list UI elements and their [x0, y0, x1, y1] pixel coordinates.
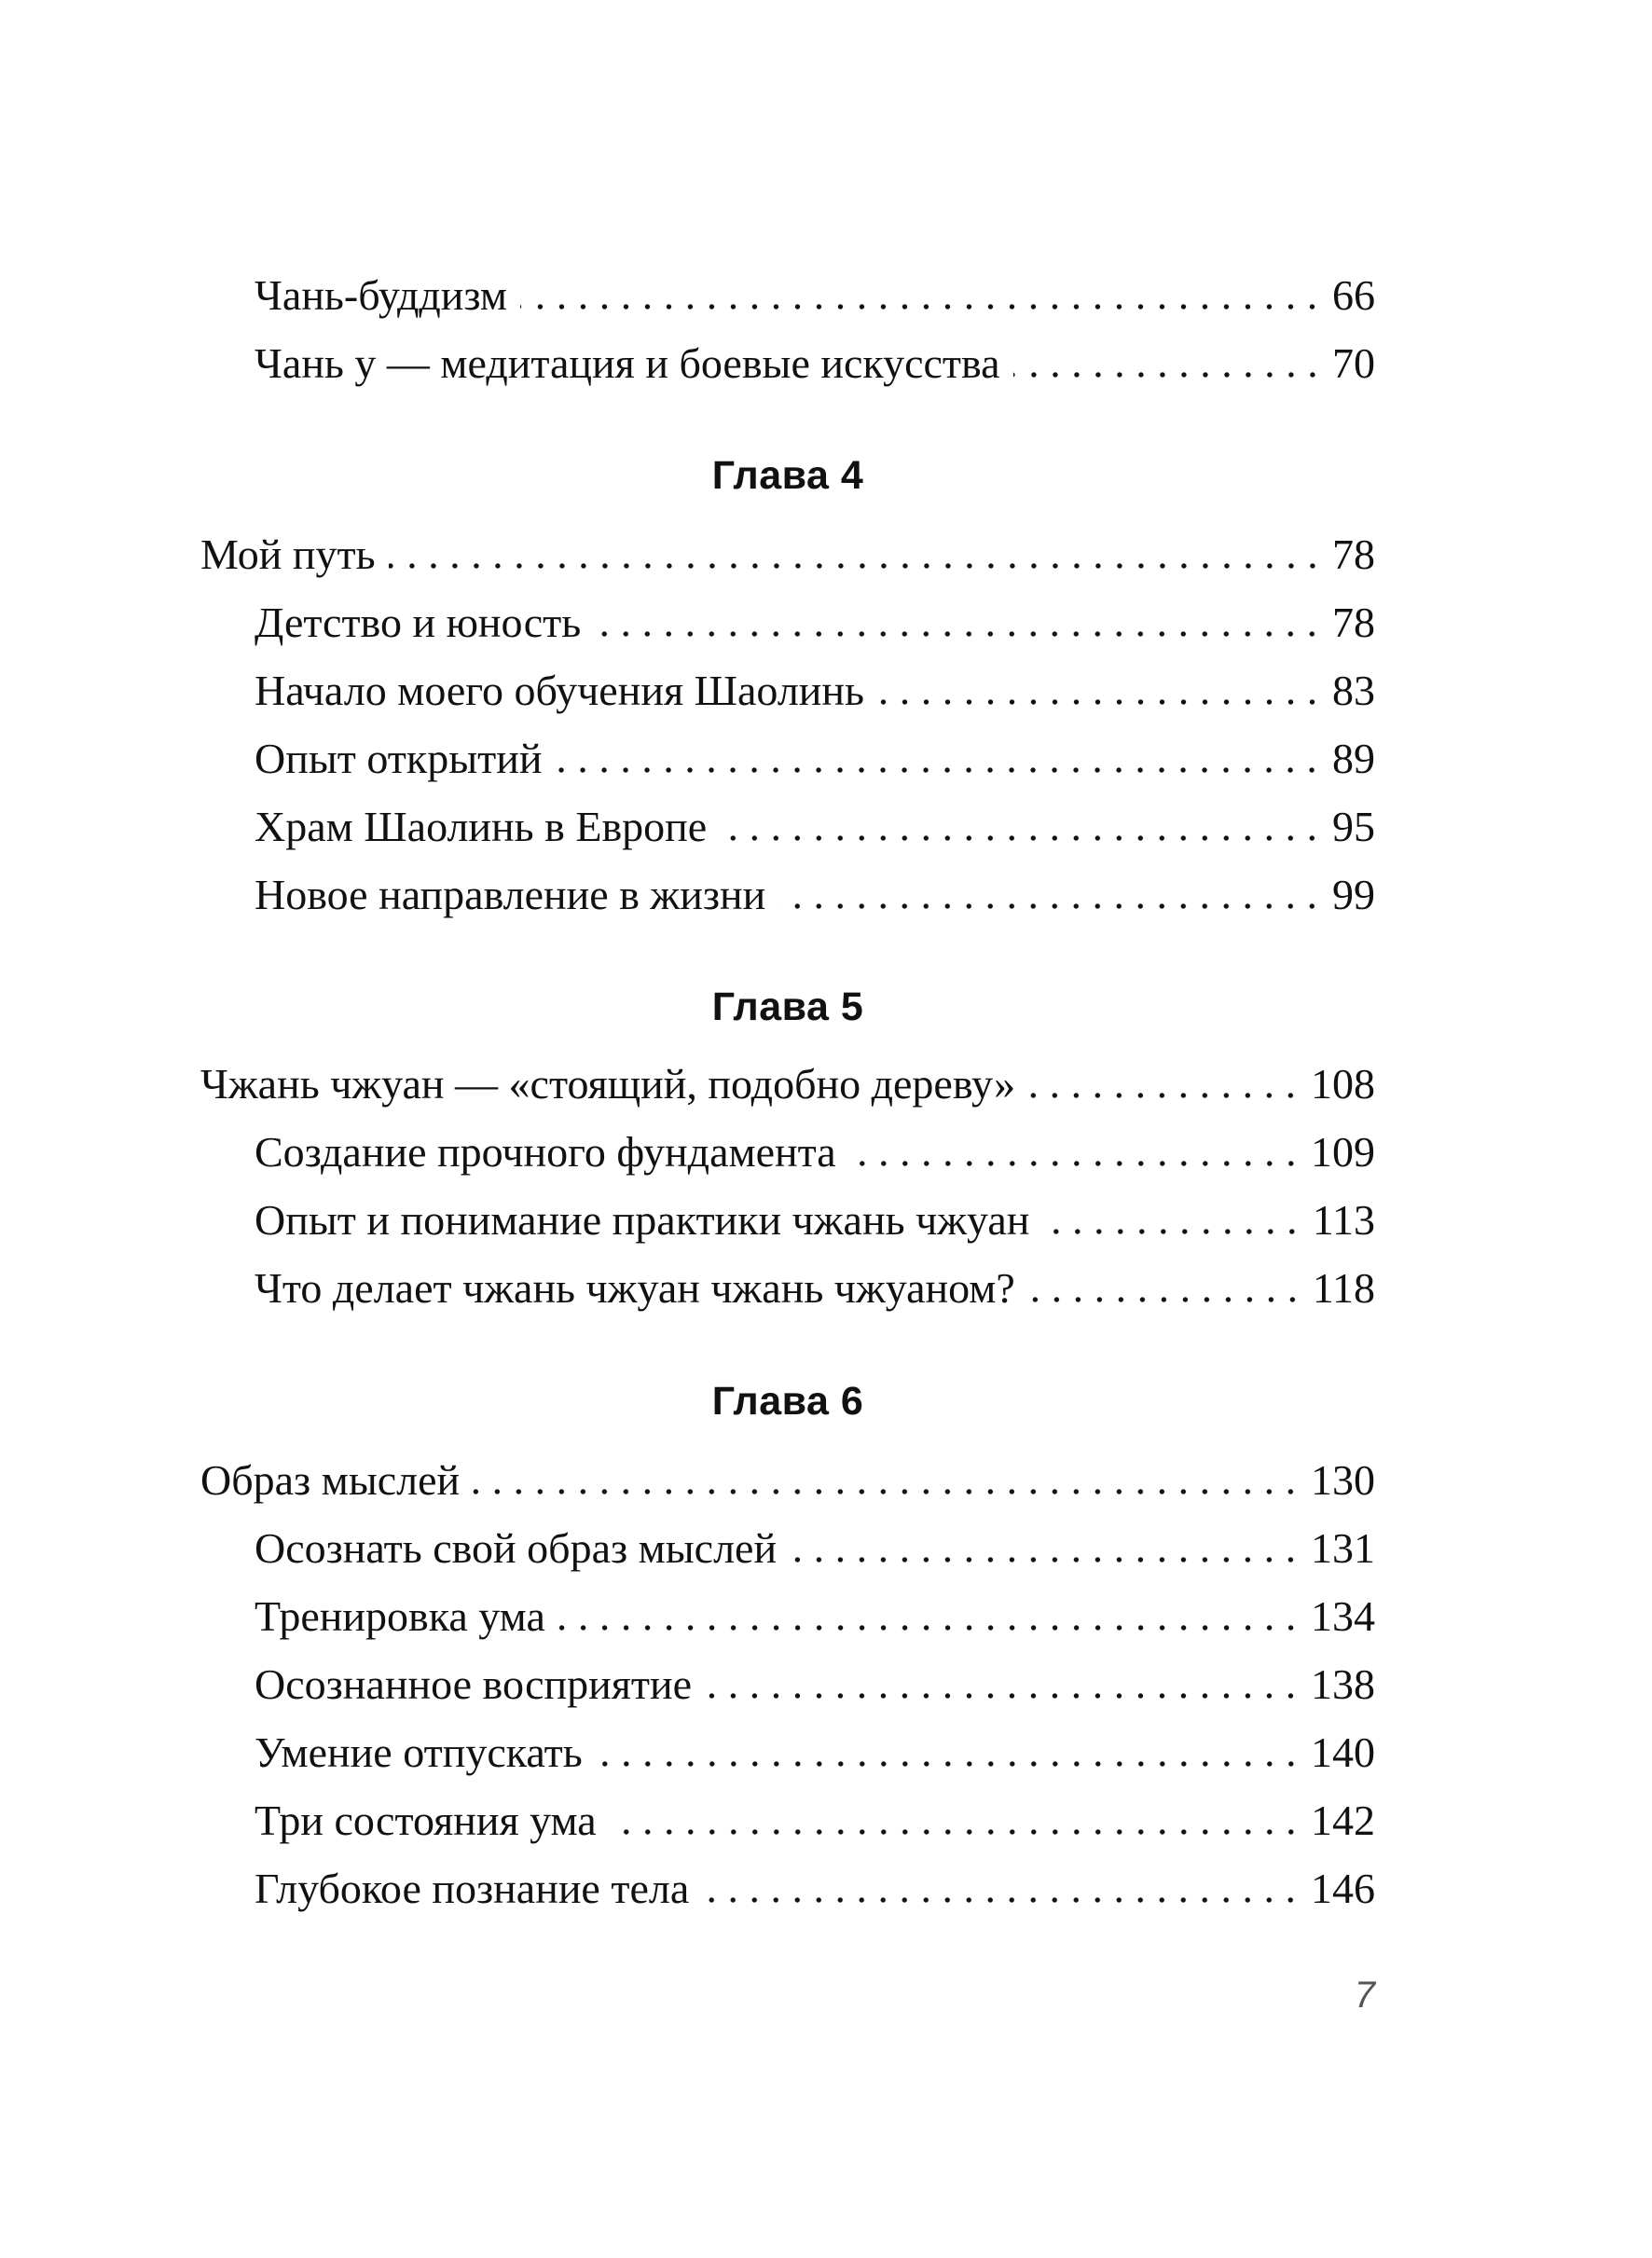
- toc-entry-title: Осознать свой образ мыслей: [255, 1524, 778, 1572]
- toc-entry[interactable]: [200, 588, 1375, 656]
- toc-entry[interactable]: [200, 1186, 1375, 1254]
- toc-entry-page: 131: [1311, 1524, 1375, 1572]
- toc-entry[interactable]: [200, 1786, 1375, 1854]
- toc-entry-title: Начало моего обучения Шаолинь: [255, 667, 864, 714]
- toc-entry[interactable]: [200, 1446, 1375, 1514]
- dot-leader: [473, 1446, 1311, 1514]
- toc-entry-title: Образ мыслей: [200, 1456, 461, 1504]
- toc-entry-title: Чань-буддизм: [255, 271, 508, 319]
- toc-entry-title: Умение отпускать: [255, 1728, 583, 1776]
- toc-entry-page: 108: [1311, 1060, 1375, 1108]
- dot-leader: [1013, 329, 1332, 397]
- chapter-heading: Глава 4: [711, 453, 864, 498]
- dot-leader: [705, 1650, 1311, 1718]
- toc-entry-title: Новое направление в жизни: [255, 871, 766, 918]
- toc-entry-page: 78: [1332, 530, 1375, 578]
- toc-entry[interactable]: [200, 520, 1375, 588]
- page-number: 7: [1354, 1975, 1375, 2016]
- toc-entry-title: Опыт и понимание практики чжань чжуан: [255, 1196, 1030, 1244]
- toc-entry-title: Три состояния ума: [255, 1797, 597, 1844]
- dot-leader: [778, 861, 1332, 929]
- toc-entry[interactable]: [200, 1050, 1375, 1118]
- dot-leader: [1042, 1186, 1312, 1254]
- toc-entry[interactable]: [200, 329, 1375, 397]
- dot-leader: [596, 1718, 1311, 1786]
- dot-leader: [720, 792, 1332, 861]
- toc-entry-page: 109: [1311, 1128, 1375, 1176]
- toc-entry-title: Тренировка ума: [255, 1592, 545, 1640]
- dot-leader: [877, 656, 1332, 724]
- toc-entry-title: Создание прочного фундамента: [255, 1128, 836, 1176]
- toc-entry[interactable]: [200, 261, 1375, 329]
- toc-chapter-section: [200, 520, 1375, 929]
- toc-entry-page: 99: [1332, 871, 1375, 918]
- toc-entry-page: 140: [1311, 1728, 1375, 1776]
- toc-entry[interactable]: [200, 792, 1375, 861]
- toc-entry-title: Глубокое познание тела: [255, 1865, 690, 1912]
- dot-leader: [558, 1582, 1311, 1650]
- chapter-heading: Глава 6: [711, 1379, 864, 1424]
- toc-entry-page: 142: [1311, 1797, 1375, 1844]
- toc-entry[interactable]: [200, 1854, 1375, 1922]
- toc-entry[interactable]: [200, 861, 1375, 929]
- toc-continued-section: [200, 261, 1375, 397]
- toc-entry-title: Чжань чжуан — «стоящий, подобно дереву»: [200, 1060, 1016, 1108]
- toc-entry-page: 130: [1311, 1456, 1375, 1504]
- dot-leader: [594, 588, 1332, 656]
- dot-leader: [790, 1514, 1311, 1582]
- toc-chapter-section: [200, 1446, 1375, 1922]
- chapter-heading: Глава 5: [711, 984, 864, 1029]
- toc-entry[interactable]: [200, 1650, 1375, 1718]
- toc-entry-page: 83: [1332, 667, 1375, 714]
- dot-leader: [849, 1118, 1311, 1186]
- dot-leader: [702, 1854, 1311, 1922]
- toc-entry[interactable]: [200, 724, 1375, 792]
- toc-entry[interactable]: [200, 1514, 1375, 1582]
- toc-entry-page: 138: [1311, 1660, 1375, 1708]
- toc-entry-title: Что делает чжань чжуан чжань чжуаном?: [255, 1264, 1015, 1312]
- toc-entry[interactable]: [200, 656, 1375, 724]
- toc-entry-page: 95: [1332, 803, 1375, 850]
- dot-leader: [610, 1786, 1311, 1854]
- toc-entry-title: Мой путь: [200, 530, 376, 578]
- dot-leader: [1028, 1050, 1311, 1118]
- dot-leader: [520, 261, 1332, 329]
- dot-leader: [1028, 1254, 1313, 1322]
- toc-entry[interactable]: [200, 1254, 1375, 1322]
- toc-entry[interactable]: [200, 1582, 1375, 1650]
- toc-entry-title: Чань у — медитация и боевые искусства: [255, 339, 1000, 387]
- toc-entry-title: Осознанное восприятие: [255, 1660, 693, 1708]
- toc-entry-page: 89: [1332, 735, 1375, 782]
- toc-entry-page: 78: [1332, 599, 1375, 646]
- toc-entry-title: Храм Шаолинь в Европе: [255, 803, 708, 850]
- dot-leader: [389, 520, 1332, 588]
- toc-entry-page: 66: [1332, 271, 1375, 319]
- toc-entry-page: 70: [1332, 339, 1375, 387]
- toc-entry-page: 118: [1312, 1264, 1375, 1312]
- toc-entry-page: 134: [1311, 1592, 1375, 1640]
- dot-leader: [555, 724, 1332, 792]
- toc-entry-title: Опыт открытий: [255, 735, 543, 782]
- toc-entry[interactable]: [200, 1718, 1375, 1786]
- toc-entry[interactable]: [200, 1118, 1375, 1186]
- toc-entry-page: 146: [1311, 1865, 1375, 1912]
- toc-entry-title: Детство и юность: [255, 599, 582, 646]
- toc-chapter-section: [200, 1050, 1375, 1322]
- toc-entry-page: 113: [1312, 1196, 1375, 1244]
